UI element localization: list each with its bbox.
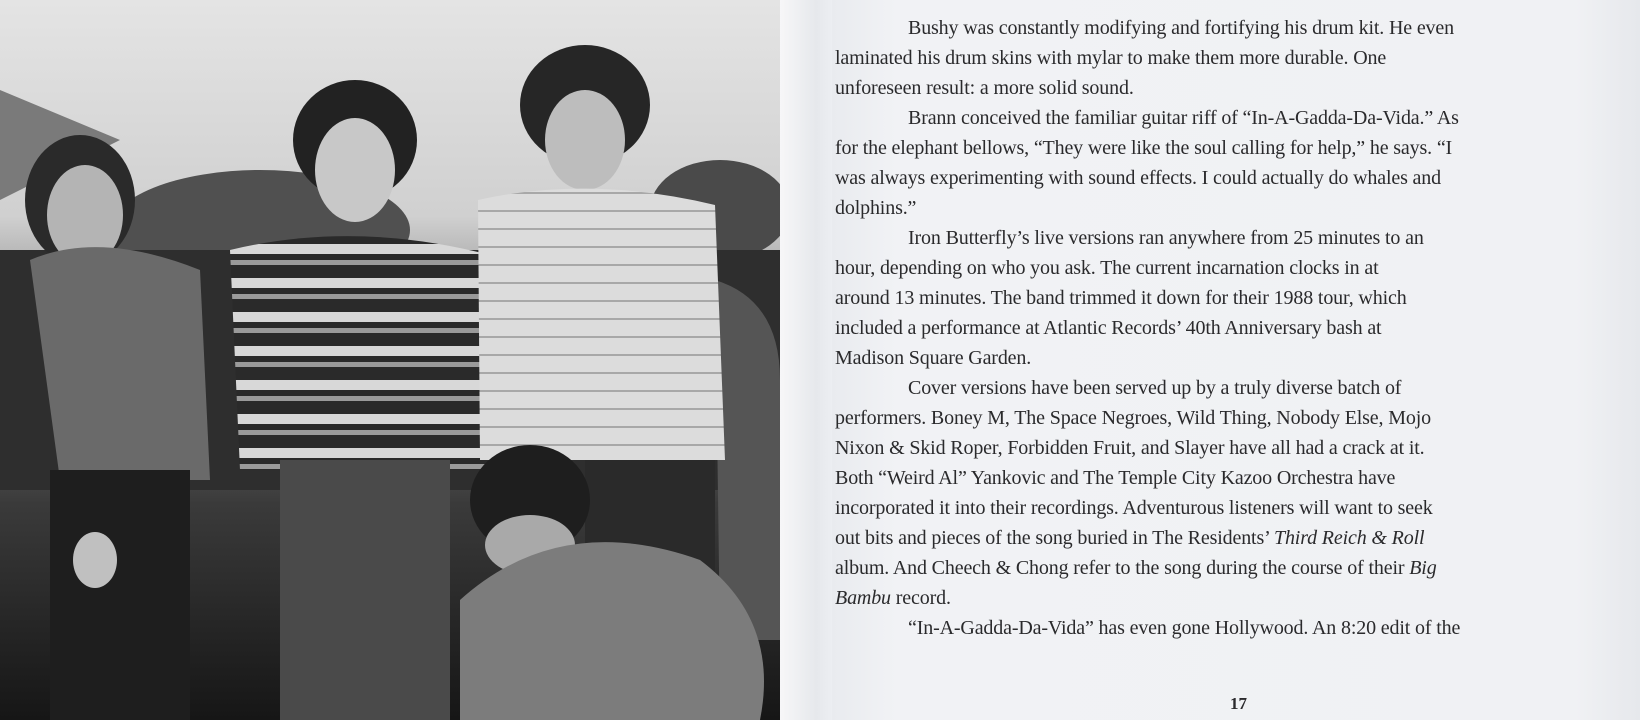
text-line xyxy=(835,373,1625,403)
text-segment: album. And Cheech & Chong refer to the song during the course of their xyxy=(835,557,1410,579)
text-line xyxy=(835,313,1625,343)
text-line xyxy=(835,343,1625,373)
text-segment: laminated his drum skins with mylar to make them more durable. One xyxy=(835,47,1387,69)
text-line xyxy=(835,493,1625,523)
text-line xyxy=(835,403,1625,433)
italic-title: Big xyxy=(1409,557,1437,579)
text-line xyxy=(835,523,1625,553)
text-segment: Nixon & Skid Roper, Forbidden Fruit, and Slayer have all had a crack at it. xyxy=(835,437,1425,459)
text-segment: out bits and pieces of the song buried in The Residents’ xyxy=(835,527,1274,549)
text-line xyxy=(835,73,1625,103)
text-segment: Bushy was constantly modifying and fortifying his drum kit. He even xyxy=(908,17,1454,39)
text-line xyxy=(835,283,1625,313)
text-line xyxy=(835,13,1625,43)
text-segment: Madison Square Garden. xyxy=(835,347,1032,369)
text-line xyxy=(835,133,1625,163)
text-segment: “In-A-Gadda-Da-Vida” has even gone Hollywood. An 8:20 edit of the xyxy=(908,617,1461,639)
text-segment: Brann conceived the familiar guitar riff of “In-A-Gadda-Da-Vida.” As xyxy=(908,107,1459,129)
text-segment: Both “Weird Al” Yankovic and The Temple City Kazoo Orchestra have xyxy=(835,467,1396,489)
body-text xyxy=(835,13,1625,643)
text-segment: record. xyxy=(890,587,951,609)
text-line xyxy=(835,193,1625,223)
text-segment: Iron Butterfly’s live versions ran anywhere from 25 minutes to an xyxy=(908,227,1424,249)
text-line xyxy=(835,103,1625,133)
page-number: 17 xyxy=(1230,694,1247,713)
text-line xyxy=(835,553,1625,583)
text-segment: for the elephant bellows, “They were like the soul calling for help,” he says. “I xyxy=(835,137,1453,159)
text-line xyxy=(835,433,1625,463)
text-line xyxy=(835,463,1625,493)
band-photo xyxy=(0,0,780,720)
italic-title: Third Reich & Roll xyxy=(1273,527,1425,549)
text-segment: dolphins.” xyxy=(835,197,917,219)
text-segment: performers. Boney M, The Space Negroes, Wild Thing, Nobody Else, Mojo xyxy=(835,407,1431,429)
text-segment: hour, depending on who you ask. The current incarnation clocks in at xyxy=(835,257,1379,279)
text-line xyxy=(835,613,1625,643)
page-gutter xyxy=(780,0,832,720)
text-segment: Cover versions have been served up by a truly diverse batch of xyxy=(908,377,1402,399)
text-line xyxy=(835,223,1625,253)
text-line xyxy=(835,583,1625,613)
text-line xyxy=(835,253,1625,283)
text-line xyxy=(835,163,1625,193)
text-line xyxy=(835,43,1625,73)
text-segment: included a performance at Atlantic Records’ 40th Anniversary bash at xyxy=(835,317,1382,339)
text-segment: unforeseen result: a more solid sound. xyxy=(835,77,1134,99)
text-segment: was always experimenting with sound effects. I could actually do whales and xyxy=(835,167,1441,189)
text-segment: incorporated it into their recordings. Adventurous listeners will want to seek xyxy=(835,497,1433,519)
italic-title: Bambu xyxy=(835,587,891,609)
text-segment: around 13 minutes. The band trimmed it down for their 1988 tour, which xyxy=(835,287,1407,309)
